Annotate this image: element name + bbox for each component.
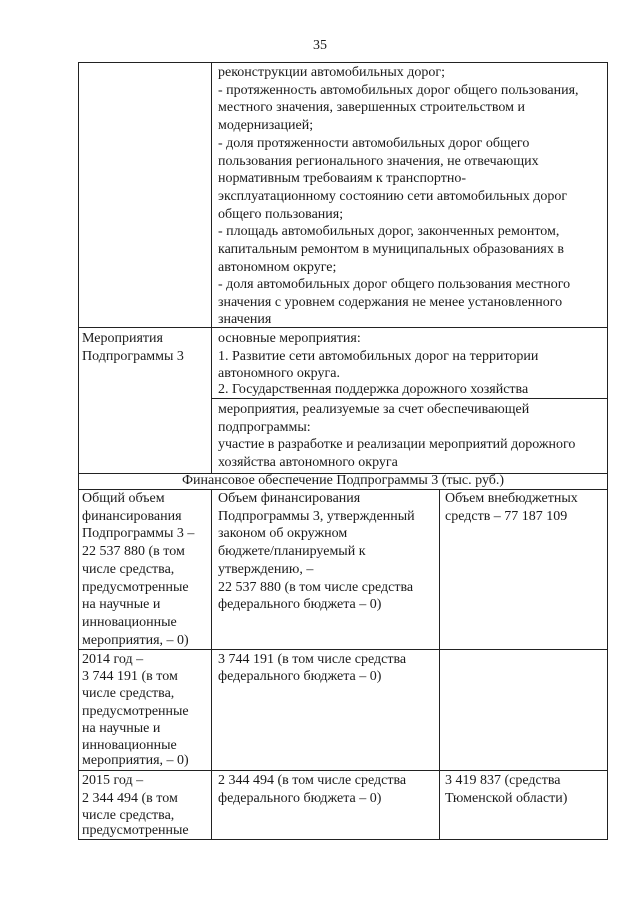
- measures-supporting-line: участие в разработке и реализации мероприятий дорожного: [218, 437, 576, 453]
- fin-total-line: на научные и: [82, 597, 161, 613]
- indicator-line: - доля протяженности автомобильных дорог общего: [218, 135, 530, 151]
- indicator-line: автономном округе;: [218, 259, 337, 275]
- indicator-line: реконструкции автомобильных дорог;: [218, 65, 446, 80]
- fin-budget-line: утверждению, –: [218, 561, 314, 577]
- fin-2014-budget-line: 3 744 191 (в том числе средства: [218, 652, 407, 667]
- indicator-line: - площадь автомобильных дорог, законченных ремонтом,: [218, 224, 560, 240]
- divider-vertical-main: [211, 62, 212, 473]
- measures-label: Подпрограммы 3: [82, 348, 184, 364]
- indicator-line: нормативным требоваиям к транспортно-: [218, 171, 467, 187]
- fin-total-line: финансирования: [82, 508, 182, 524]
- indicator-line: - доля автомобильных дорог общего пользования местного: [218, 277, 571, 293]
- indicator-line: местного значения, завершенных строительством и: [218, 100, 525, 116]
- divider-vertical-fin-1: [211, 489, 212, 840]
- fin-total-line: инновационные: [82, 614, 177, 630]
- indicator-line: эксплуатационному состоянию сети автомобильных дорог: [218, 188, 568, 204]
- fin-total-line: предусмотренные: [82, 579, 189, 595]
- measures-supporting-line: хозяйства автономного округа: [218, 455, 398, 471]
- fin-total-line: числе средства,: [82, 561, 175, 577]
- divider-row-indicators: [78, 327, 608, 328]
- divider-fin-row-2: [78, 770, 608, 771]
- fin-2014-line: 2014 год –: [82, 652, 144, 667]
- fin-2014-line: предусмотренные: [82, 703, 189, 719]
- fin-total-line: мероприятия, – 0): [82, 632, 189, 648]
- measures-label: Мероприятия: [82, 331, 163, 346]
- fin-2015-line: предусмотренные: [82, 823, 189, 838]
- fin-budget-line: 22 537 880 (в том числе средства: [218, 579, 414, 595]
- fin-budget-line: бюджете/планируемый к: [218, 544, 366, 560]
- divider-vertical-fin-2: [439, 489, 440, 840]
- measures-main-line: основные мероприятия:: [218, 331, 361, 346]
- fin-extrabudget-line: Объем внебюджетных: [445, 491, 578, 506]
- fin-2015-extrabudget-line: Тюменской области): [445, 790, 568, 806]
- fin-2015-line: числе средства,: [82, 808, 175, 823]
- measures-main-line: автономного округа.: [218, 366, 340, 382]
- indicator-line: значения с уровнем содержания не менее установленного: [218, 295, 563, 311]
- fin-budget-line: федерального бюджета – 0): [218, 597, 382, 613]
- indicator-line: общего пользования;: [218, 206, 344, 222]
- fin-budget-line: Подпрограммы 3, утвержденный: [218, 508, 415, 524]
- indicator-line: капитальным ремонтом в муниципальных образованиях в: [218, 242, 564, 257]
- fin-budget-line: Объем финансирования: [218, 491, 361, 506]
- page-number: 35: [313, 38, 327, 53]
- indicator-line: значения: [218, 311, 272, 327]
- measures-supporting-line: подпрограммы:: [218, 419, 311, 435]
- fin-2014-line: на научные и: [82, 720, 161, 736]
- fin-total-line: 22 537 880 (в том: [82, 544, 185, 560]
- fin-2015-line: 2015 год –: [82, 773, 144, 788]
- fin-extrabudget-line: средств – 77 187 109: [445, 508, 568, 524]
- measures-main-line: 1. Развитие сети автомобильных дорог на территории: [218, 348, 539, 364]
- fin-2015-extrabudget-line: 3 419 837 (средства: [445, 773, 561, 788]
- indicator-line: пользования регионального значения, не отвечающих: [218, 153, 539, 169]
- financing-header: Финансовое обеспечение Подпрограммы 3 (тыс. руб.): [181, 473, 505, 488]
- fin-2015-line: 2 344 494 (в том: [82, 790, 178, 806]
- fin-2014-line: числе средства,: [82, 686, 175, 702]
- fin-2014-budget-line: федерального бюджета – 0): [218, 669, 382, 685]
- measures-supporting-line: мероприятия, реализуемые за счет обеспечивающей: [218, 402, 530, 417]
- indicator-line: - протяженность автомобильных дорог общего пользования,: [218, 82, 579, 98]
- measures-main-line: 2. Государственная поддержка дорожного хозяйства: [218, 382, 529, 397]
- fin-budget-line: законом об окружном: [218, 526, 348, 542]
- fin-2015-budget-line: федерального бюджета – 0): [218, 790, 382, 806]
- fin-2014-line: мероприятия, – 0): [82, 753, 189, 768]
- fin-2014-line: 3 744 191 (в том: [82, 669, 178, 685]
- fin-total-line: Общий объем: [82, 491, 165, 506]
- indicator-line: модернизацией;: [218, 118, 314, 134]
- fin-2015-budget-line: 2 344 494 (в том числе средства: [218, 773, 407, 788]
- fin-2014-line: инновационные: [82, 738, 177, 753]
- fin-total-line: Подпрограммы 3 –: [82, 526, 195, 542]
